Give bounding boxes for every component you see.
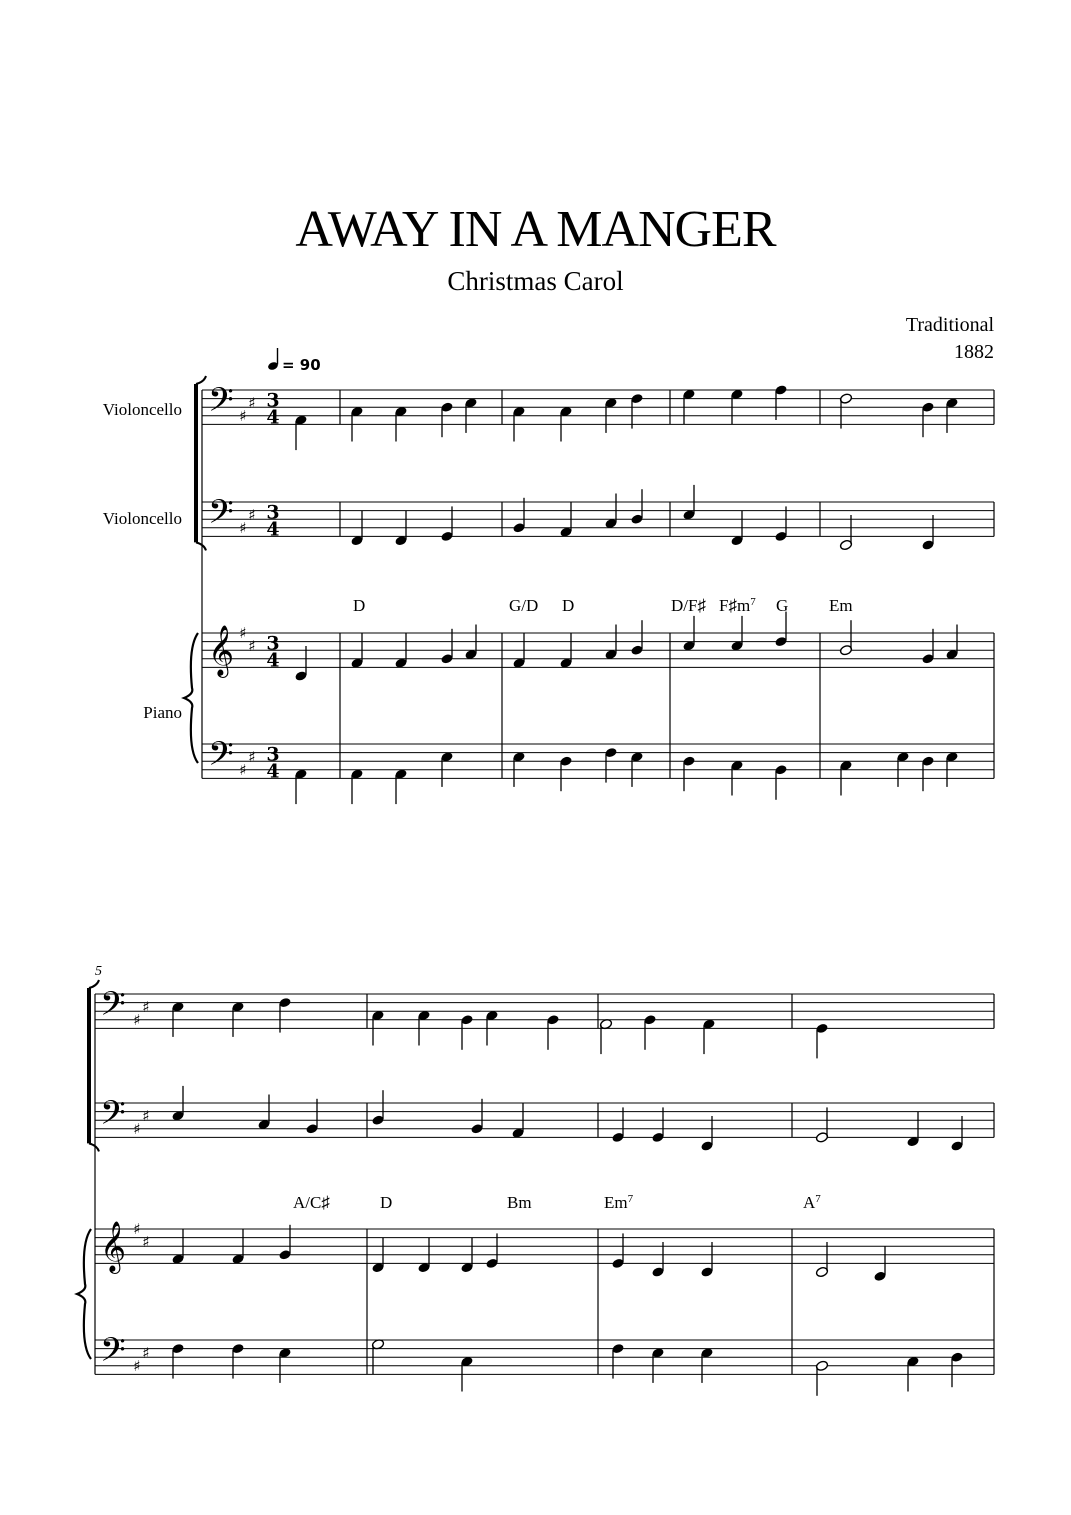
chord-symbol: D [380, 1193, 393, 1212]
piano-brace [184, 633, 198, 763]
sharp-icon: ♯ [142, 1106, 150, 1125]
time-signature-bottom: 4 [266, 518, 280, 541]
label-cello-1: Violoncello [102, 400, 182, 419]
chord-symbol: $A^7$ [803, 1193, 821, 1212]
time-signature-top: 3 [266, 632, 280, 655]
sharp-icon: ♯ [133, 1119, 141, 1138]
sharp-icon: ♯ [133, 1010, 141, 1029]
sharp-icon: ♯ [133, 1356, 141, 1375]
chord-symbol: Em$^7$ [604, 1193, 634, 1212]
sharp-icon: ♯ [133, 1220, 141, 1238]
page-subtitle: Christmas Carol [447, 266, 624, 296]
tempo-text: = 90 [282, 356, 321, 374]
chord-symbol: D [353, 596, 366, 615]
piano-brace [77, 1229, 91, 1359]
bass-clef-icon: 𝄢 [208, 381, 234, 428]
time-signature-top: 3 [266, 743, 280, 766]
sharp-icon: ♯ [239, 760, 247, 779]
time-signature-bottom: 4 [266, 760, 280, 783]
bass-clef-icon: 𝄢 [100, 985, 126, 1032]
sharp-icon: ♯ [239, 624, 247, 642]
sharp-icon: ♯ [248, 636, 256, 655]
time-signature-bottom: 4 [266, 406, 280, 429]
chord-symbol: D/F♯ [671, 596, 706, 615]
tempo-marking [267, 348, 321, 374]
bass-clef-icon: 𝄢 [100, 1331, 126, 1378]
chord-symbol: A/C♯ [293, 1193, 330, 1212]
bracket-hook [196, 376, 206, 384]
composition-year: 1882 [954, 341, 994, 363]
bracket-hook [196, 542, 206, 550]
sharp-icon: ♯ [142, 1343, 150, 1362]
staves [77, 376, 994, 1378]
chord-symbol: D [562, 596, 575, 615]
chord-symbol: G/D [509, 596, 539, 615]
label-piano: Piano [143, 703, 182, 722]
treble-clef-icon: 𝄞 [208, 624, 235, 676]
bracket-hook [89, 1143, 99, 1151]
measure-number: 5 [95, 964, 102, 979]
time-signature-top: 3 [266, 501, 280, 524]
bracket-hook [89, 980, 99, 988]
sharp-icon: ♯ [239, 518, 247, 537]
time-signature-bottom: 4 [266, 649, 280, 672]
sharp-icon: ♯ [142, 1232, 150, 1251]
label-cello-2: Violoncello [102, 509, 182, 528]
sharp-icon: ♯ [248, 505, 256, 524]
page-title: AWAY IN A MANGER [295, 201, 776, 258]
chord-symbol: $F♯m^7$ [719, 596, 756, 615]
sharp-icon: ♯ [239, 406, 247, 425]
sharp-icon: ♯ [248, 393, 256, 412]
time-signature-top: 3 [266, 389, 280, 412]
chord-symbol: Bm [507, 1193, 532, 1212]
sharp-icon: ♯ [248, 747, 256, 766]
bass-clef-icon: 𝄢 [100, 1094, 126, 1141]
chord-symbol: Em [829, 596, 853, 615]
sharp-icon: ♯ [142, 997, 150, 1016]
bass-clef-icon: 𝄢 [208, 735, 234, 782]
composer-name: Traditional [905, 314, 994, 336]
chord-symbol: G [776, 596, 789, 615]
bass-clef-icon: 𝄢 [208, 493, 234, 540]
treble-clef-icon: 𝄞 [100, 1220, 127, 1272]
